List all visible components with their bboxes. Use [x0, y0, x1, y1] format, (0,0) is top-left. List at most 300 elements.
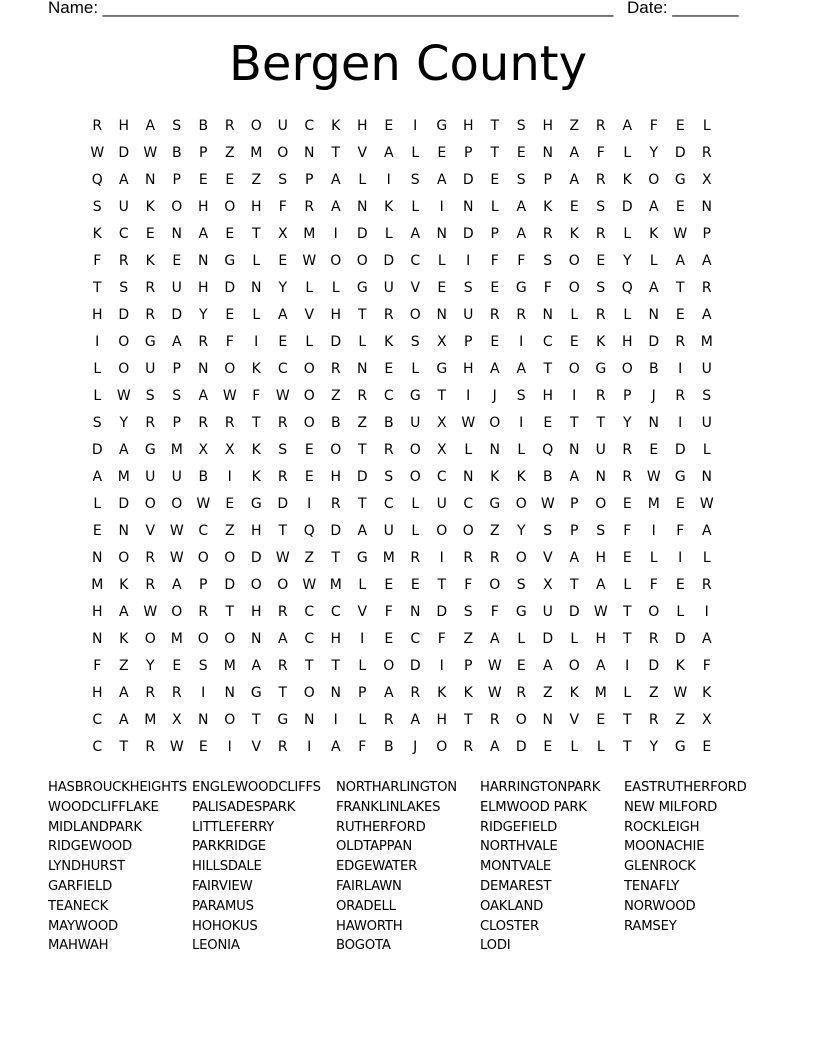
grid-letter[interactable]: H [197, 198, 209, 215]
grid-letter[interactable]: A [198, 387, 209, 404]
grid-letter[interactable]: T [437, 387, 447, 404]
grid-letter[interactable]: R [330, 495, 341, 512]
grid-letter[interactable]: L [517, 441, 526, 458]
grid-letter[interactable]: N [92, 549, 103, 566]
grid-letter[interactable]: E [198, 738, 208, 755]
grid-letter[interactable]: C [383, 387, 394, 404]
grid-letter[interactable]: E [437, 279, 447, 296]
grid-letter[interactable]: D [171, 306, 183, 323]
grid-letter[interactable]: K [384, 333, 394, 350]
grid-letter[interactable]: R [489, 711, 500, 728]
grid-letter[interactable]: I [704, 603, 709, 620]
grid-letter[interactable]: M [382, 549, 395, 566]
grid-letter[interactable]: S [516, 171, 526, 188]
grid-letter[interactable]: W [593, 603, 608, 620]
grid-letter[interactable]: B [383, 738, 394, 755]
grid-letter[interactable]: P [623, 387, 632, 404]
grid-letter[interactable]: D [118, 306, 130, 323]
grid-letter[interactable]: E [543, 414, 553, 431]
grid-letter[interactable]: U [118, 198, 129, 215]
grid-letter[interactable]: A [648, 198, 659, 215]
grid-letter[interactable]: Q [303, 522, 315, 539]
grid-letter[interactable]: U [436, 495, 447, 512]
grid-letter[interactable]: W [275, 387, 290, 404]
grid-letter[interactable]: H [462, 360, 474, 377]
grid-letter[interactable]: R [595, 117, 606, 134]
grid-letter[interactable]: D [674, 630, 686, 647]
grid-letter[interactable]: U [701, 360, 712, 377]
grid-letter[interactable]: N [569, 441, 580, 458]
grid-letter[interactable]: K [331, 117, 341, 134]
grid-letter[interactable]: G [356, 279, 368, 296]
grid-letter[interactable]: V [251, 738, 262, 755]
grid-letter[interactable]: E [569, 198, 579, 215]
grid-letter[interactable]: L [623, 225, 632, 242]
grid-letter[interactable]: L [623, 306, 632, 323]
grid-letter[interactable]: Z [569, 117, 580, 134]
grid-letter[interactable]: T [596, 414, 606, 431]
grid-letter[interactable]: A [516, 198, 527, 215]
grid-letter[interactable]: L [358, 657, 367, 674]
grid-letter[interactable]: I [439, 549, 444, 566]
grid-letter[interactable]: K [437, 684, 447, 701]
grid-letter[interactable]: U [383, 279, 394, 296]
grid-letter[interactable]: S [92, 198, 102, 215]
grid-letter[interactable]: A [277, 306, 288, 323]
grid-letter[interactable]: O [250, 117, 262, 134]
grid-letter[interactable]: P [570, 522, 579, 539]
grid-letter[interactable]: H [621, 333, 633, 350]
grid-letter[interactable]: O [250, 576, 262, 593]
grid-letter[interactable]: F [93, 657, 102, 674]
grid-letter[interactable]: B [198, 468, 209, 485]
grid-letter[interactable]: O [568, 657, 580, 674]
grid-letter[interactable]: T [304, 657, 314, 674]
grid-letter[interactable]: E [596, 711, 606, 728]
grid-letter[interactable]: K [596, 333, 606, 350]
grid-letter[interactable]: W [646, 468, 661, 485]
grid-letter[interactable]: M [170, 441, 183, 458]
grid-letter[interactable]: L [411, 495, 420, 512]
grid-letter[interactable]: S [92, 414, 102, 431]
grid-letter[interactable]: I [651, 522, 656, 539]
grid-letter[interactable]: O [118, 360, 130, 377]
grid-letter[interactable]: P [702, 225, 711, 242]
grid-letter[interactable]: F [649, 576, 658, 593]
grid-letter[interactable]: T [251, 711, 261, 728]
grid-letter[interactable]: D [277, 495, 289, 512]
grid-letter[interactable]: N [251, 630, 262, 647]
grid-letter[interactable]: V [410, 279, 421, 296]
grid-letter[interactable]: O [568, 252, 580, 269]
grid-letter[interactable]: R [648, 711, 659, 728]
grid-letter[interactable]: P [172, 360, 181, 377]
grid-letter[interactable]: N [410, 603, 421, 620]
grid-letter[interactable]: G [224, 252, 236, 269]
grid-letter[interactable]: K [569, 684, 579, 701]
grid-letter[interactable]: C [304, 630, 315, 647]
grid-letter[interactable]: D [356, 225, 368, 242]
grid-letter[interactable]: L [702, 441, 711, 458]
grid-letter[interactable]: N [463, 198, 474, 215]
grid-letter[interactable]: Z [251, 171, 262, 188]
grid-letter[interactable]: C [410, 630, 421, 647]
grid-letter[interactable]: U [383, 522, 394, 539]
grid-letter[interactable]: Q [91, 171, 103, 188]
grid-letter[interactable]: N [648, 306, 659, 323]
grid-letter[interactable]: L [437, 252, 446, 269]
grid-letter[interactable]: N [171, 225, 182, 242]
grid-letter[interactable]: H [250, 522, 262, 539]
grid-letter[interactable]: D [542, 630, 554, 647]
grid-letter[interactable]: M [700, 333, 713, 350]
grid-letter[interactable]: L [570, 738, 579, 755]
grid-letter[interactable]: N [357, 360, 368, 377]
grid-letter[interactable]: E [516, 657, 526, 674]
grid-letter[interactable]: R [277, 603, 288, 620]
grid-letter[interactable]: T [251, 414, 261, 431]
grid-letter[interactable]: R [410, 684, 421, 701]
grid-letter[interactable]: G [250, 495, 262, 512]
grid-letter[interactable]: D [515, 738, 527, 755]
grid-letter[interactable]: E [384, 576, 394, 593]
grid-letter[interactable]: H [91, 684, 103, 701]
grid-letter[interactable]: D [648, 333, 660, 350]
grid-letter[interactable]: N [198, 360, 209, 377]
grid-letter[interactable]: O [436, 738, 448, 755]
grid-letter[interactable]: Y [622, 414, 632, 431]
grid-letter[interactable]: L [596, 738, 605, 755]
grid-letter[interactable]: H [462, 117, 474, 134]
grid-letter[interactable]: R [675, 333, 686, 350]
grid-letter[interactable]: K [543, 198, 553, 215]
letter-grid[interactable] [84, 112, 744, 760]
grid-letter[interactable]: M [144, 711, 157, 728]
grid-letter[interactable]: C [542, 333, 553, 350]
grid-letter[interactable]: N [198, 252, 209, 269]
grid-letter[interactable]: S [172, 387, 182, 404]
grid-letter[interactable]: O [648, 603, 660, 620]
grid-letter[interactable]: M [91, 576, 104, 593]
grid-letter[interactable]: W [196, 495, 211, 512]
name-field-label[interactable]: Name: ______________________________________________________ [48, 0, 614, 17]
grid-letter[interactable]: O [224, 630, 236, 647]
grid-letter[interactable]: P [464, 657, 473, 674]
grid-letter[interactable]: K [463, 684, 473, 701]
grid-letter[interactable]: R [648, 630, 659, 647]
grid-letter[interactable]: R [701, 144, 712, 161]
grid-letter[interactable]: O [171, 495, 183, 512]
grid-letter[interactable]: O [197, 630, 209, 647]
grid-letter[interactable]: N [224, 684, 235, 701]
grid-letter[interactable]: O [197, 549, 209, 566]
grid-letter[interactable]: L [411, 198, 420, 215]
grid-letter[interactable]: T [357, 306, 367, 323]
grid-letter[interactable]: H [330, 630, 342, 647]
grid-letter[interactable]: O [144, 495, 156, 512]
grid-letter[interactable]: O [383, 657, 395, 674]
grid-letter[interactable]: N [304, 144, 315, 161]
grid-letter[interactable]: A [118, 441, 129, 458]
grid-letter[interactable]: I [439, 198, 444, 215]
grid-letter[interactable]: S [516, 576, 526, 593]
grid-letter[interactable]: S [702, 387, 712, 404]
grid-letter[interactable]: H [118, 117, 130, 134]
grid-letter[interactable]: F [676, 522, 685, 539]
grid-letter[interactable]: M [647, 495, 660, 512]
grid-letter[interactable]: L [570, 630, 579, 647]
grid-letter[interactable]: H [330, 306, 342, 323]
grid-letter[interactable]: A [171, 333, 182, 350]
grid-letter[interactable]: D [224, 576, 236, 593]
grid-letter[interactable]: R [542, 225, 553, 242]
grid-letter[interactable]: U [542, 603, 553, 620]
grid-letter[interactable]: E [516, 144, 526, 161]
grid-letter[interactable]: E [490, 333, 500, 350]
grid-letter[interactable]: T [225, 603, 235, 620]
grid-letter[interactable]: R [277, 657, 288, 674]
grid-letter[interactable]: A [330, 738, 341, 755]
grid-letter[interactable]: E [675, 495, 685, 512]
grid-letter[interactable]: L [411, 144, 420, 161]
grid-letter[interactable]: F [252, 387, 261, 404]
grid-letter[interactable]: F [384, 603, 393, 620]
grid-letter[interactable]: A [569, 549, 580, 566]
grid-letter[interactable]: L [93, 495, 102, 512]
grid-letter[interactable]: L [623, 576, 632, 593]
grid-letter[interactable]: A [569, 171, 580, 188]
grid-letter[interactable]: D [648, 657, 660, 674]
grid-letter[interactable]: M [303, 225, 316, 242]
grid-letter[interactable]: A [410, 225, 421, 242]
grid-letter[interactable]: I [678, 549, 683, 566]
grid-letter[interactable]: V [569, 711, 580, 728]
grid-letter[interactable]: R [145, 306, 156, 323]
grid-letter[interactable]: W [90, 144, 105, 161]
grid-letter[interactable]: Z [118, 657, 129, 674]
grid-letter[interactable]: L [93, 360, 102, 377]
grid-letter[interactable]: T [357, 495, 367, 512]
grid-letter[interactable]: R [171, 684, 182, 701]
grid-letter[interactable]: E [384, 360, 394, 377]
grid-letter[interactable]: D [462, 225, 474, 242]
grid-letter[interactable]: W [302, 252, 317, 269]
grid-letter[interactable]: L [517, 630, 526, 647]
grid-letter[interactable]: R [145, 576, 156, 593]
grid-letter[interactable]: O [303, 684, 315, 701]
grid-letter[interactable]: C [198, 522, 209, 539]
grid-letter[interactable]: B [198, 117, 209, 134]
grid-letter[interactable]: C [410, 252, 421, 269]
grid-letter[interactable]: L [702, 549, 711, 566]
grid-letter[interactable]: O [171, 603, 183, 620]
grid-letter[interactable]: Z [489, 522, 500, 539]
grid-letter[interactable]: O [303, 360, 315, 377]
grid-letter[interactable]: R [595, 387, 606, 404]
grid-letter[interactable]: T [331, 144, 341, 161]
grid-letter[interactable]: J [413, 738, 418, 755]
grid-letter[interactable]: D [330, 522, 342, 539]
grid-letter[interactable]: E [304, 441, 314, 458]
grid-letter[interactable]: A [277, 630, 288, 647]
grid-letter[interactable]: R [383, 441, 394, 458]
grid-letter[interactable]: N [198, 711, 209, 728]
grid-letter[interactable]: D [224, 279, 236, 296]
grid-letter[interactable]: R [701, 576, 712, 593]
grid-letter[interactable]: Z [224, 522, 235, 539]
grid-letter[interactable]: R [410, 549, 421, 566]
grid-letter[interactable]: A [701, 252, 712, 269]
grid-letter[interactable]: N [92, 630, 103, 647]
grid-letter[interactable]: O [409, 468, 421, 485]
grid-letter[interactable]: E [410, 576, 420, 593]
grid-letter[interactable]: U [277, 117, 288, 134]
grid-letter[interactable]: U [701, 414, 712, 431]
grid-letter[interactable]: G [674, 738, 686, 755]
grid-letter[interactable]: R [330, 360, 341, 377]
grid-letter[interactable]: N [701, 468, 712, 485]
grid-letter[interactable]: O [144, 630, 156, 647]
grid-letter[interactable]: Z [304, 549, 315, 566]
grid-letter[interactable]: E [384, 117, 394, 134]
grid-letter[interactable]: R [304, 198, 315, 215]
grid-letter[interactable]: E [675, 576, 685, 593]
grid-letter[interactable]: H [330, 468, 342, 485]
grid-letter[interactable]: G [144, 441, 156, 458]
grid-letter[interactable]: S [410, 333, 420, 350]
grid-letter[interactable]: E [437, 144, 447, 161]
grid-letter[interactable]: S [198, 657, 208, 674]
grid-letter[interactable]: X [701, 171, 712, 188]
grid-letter[interactable]: R [622, 468, 633, 485]
grid-letter[interactable]: H [250, 198, 262, 215]
grid-letter[interactable]: D [621, 198, 633, 215]
grid-letter[interactable]: T [119, 738, 129, 755]
grid-letter[interactable]: H [356, 117, 368, 134]
grid-letter[interactable]: G [277, 711, 289, 728]
grid-letter[interactable]: A [569, 144, 580, 161]
grid-letter[interactable]: E [675, 117, 685, 134]
grid-letter[interactable]: L [331, 279, 340, 296]
grid-letter[interactable]: W [116, 387, 131, 404]
grid-letter[interactable]: X [436, 333, 447, 350]
grid-letter[interactable]: G [250, 684, 262, 701]
grid-letter[interactable]: R [198, 603, 209, 620]
grid-letter[interactable]: E [198, 171, 208, 188]
grid-letter[interactable]: K [145, 198, 155, 215]
grid-letter[interactable]: R [277, 414, 288, 431]
grid-letter[interactable]: D [409, 657, 421, 674]
grid-letter[interactable]: W [143, 603, 158, 620]
grid-letter[interactable]: P [490, 225, 499, 242]
grid-letter[interactable]: H [197, 279, 209, 296]
grid-letter[interactable]: O [171, 198, 183, 215]
grid-letter[interactable]: N [595, 468, 606, 485]
grid-letter[interactable]: A [542, 657, 553, 674]
grid-letter[interactable]: R [145, 738, 156, 755]
grid-letter[interactable]: L [490, 198, 499, 215]
grid-letter[interactable]: O [118, 333, 130, 350]
grid-letter[interactable]: V [357, 144, 368, 161]
grid-letter[interactable]: Z [357, 414, 368, 431]
grid-letter[interactable]: R [383, 711, 394, 728]
grid-letter[interactable]: O [489, 414, 501, 431]
grid-letter[interactable]: Y [649, 144, 659, 161]
grid-letter[interactable]: N [648, 414, 659, 431]
grid-letter[interactable]: E [145, 225, 155, 242]
grid-letter[interactable]: E [569, 333, 579, 350]
grid-letter[interactable]: W [699, 495, 714, 512]
grid-letter[interactable]: L [464, 441, 473, 458]
grid-letter[interactable]: F [543, 279, 552, 296]
grid-letter[interactable]: B [648, 360, 659, 377]
grid-letter[interactable]: W [487, 657, 502, 674]
grid-letter[interactable]: A [701, 630, 712, 647]
grid-letter[interactable]: O [621, 360, 633, 377]
grid-letter[interactable]: A [383, 684, 394, 701]
grid-letter[interactable]: D [330, 333, 342, 350]
grid-letter[interactable]: T [278, 684, 288, 701]
grid-letter[interactable]: C [277, 360, 288, 377]
grid-letter[interactable]: Y [145, 657, 155, 674]
grid-letter[interactable]: E [490, 279, 500, 296]
grid-letter[interactable]: I [466, 252, 471, 269]
grid-letter[interactable]: E [649, 441, 659, 458]
grid-letter[interactable]: G [674, 171, 686, 188]
grid-letter[interactable]: G [515, 279, 527, 296]
grid-letter[interactable]: S [543, 522, 553, 539]
grid-letter[interactable]: F [490, 603, 499, 620]
grid-letter[interactable]: C [383, 495, 394, 512]
grid-letter[interactable]: S [596, 522, 606, 539]
grid-letter[interactable]: S [463, 279, 473, 296]
grid-letter[interactable]: F [702, 657, 711, 674]
grid-letter[interactable]: G [436, 360, 448, 377]
grid-letter[interactable]: R [277, 738, 288, 755]
grid-letter[interactable]: Z [224, 144, 235, 161]
grid-letter[interactable]: R [92, 117, 103, 134]
grid-letter[interactable]: I [678, 360, 683, 377]
grid-letter[interactable]: A [516, 225, 527, 242]
grid-letter[interactable]: A [595, 576, 606, 593]
grid-letter[interactable]: R [383, 306, 394, 323]
grid-letter[interactable]: P [464, 333, 473, 350]
grid-letter[interactable]: H [91, 306, 103, 323]
grid-letter[interactable]: O [595, 495, 607, 512]
grid-letter[interactable]: U [171, 468, 182, 485]
grid-letter[interactable]: R [489, 306, 500, 323]
grid-letter[interactable]: M [250, 144, 263, 161]
grid-letter[interactable]: A [489, 360, 500, 377]
grid-letter[interactable]: E [225, 225, 235, 242]
grid-letter[interactable]: K [490, 468, 500, 485]
grid-letter[interactable]: Y [278, 279, 288, 296]
grid-letter[interactable]: H [436, 711, 448, 728]
grid-letter[interactable]: O [568, 360, 580, 377]
grid-letter[interactable]: K [251, 360, 261, 377]
grid-letter[interactable]: H [542, 387, 554, 404]
grid-letter[interactable]: A [145, 117, 156, 134]
grid-letter[interactable]: I [201, 684, 206, 701]
grid-letter[interactable]: E [622, 549, 632, 566]
grid-letter[interactable]: R [595, 306, 606, 323]
grid-letter[interactable]: F [464, 576, 473, 593]
grid-letter[interactable]: P [543, 171, 552, 188]
grid-letter[interactable]: T [357, 441, 367, 458]
grid-letter[interactable]: W [169, 549, 184, 566]
grid-letter[interactable]: A [410, 711, 421, 728]
grid-letter[interactable]: S [463, 603, 473, 620]
